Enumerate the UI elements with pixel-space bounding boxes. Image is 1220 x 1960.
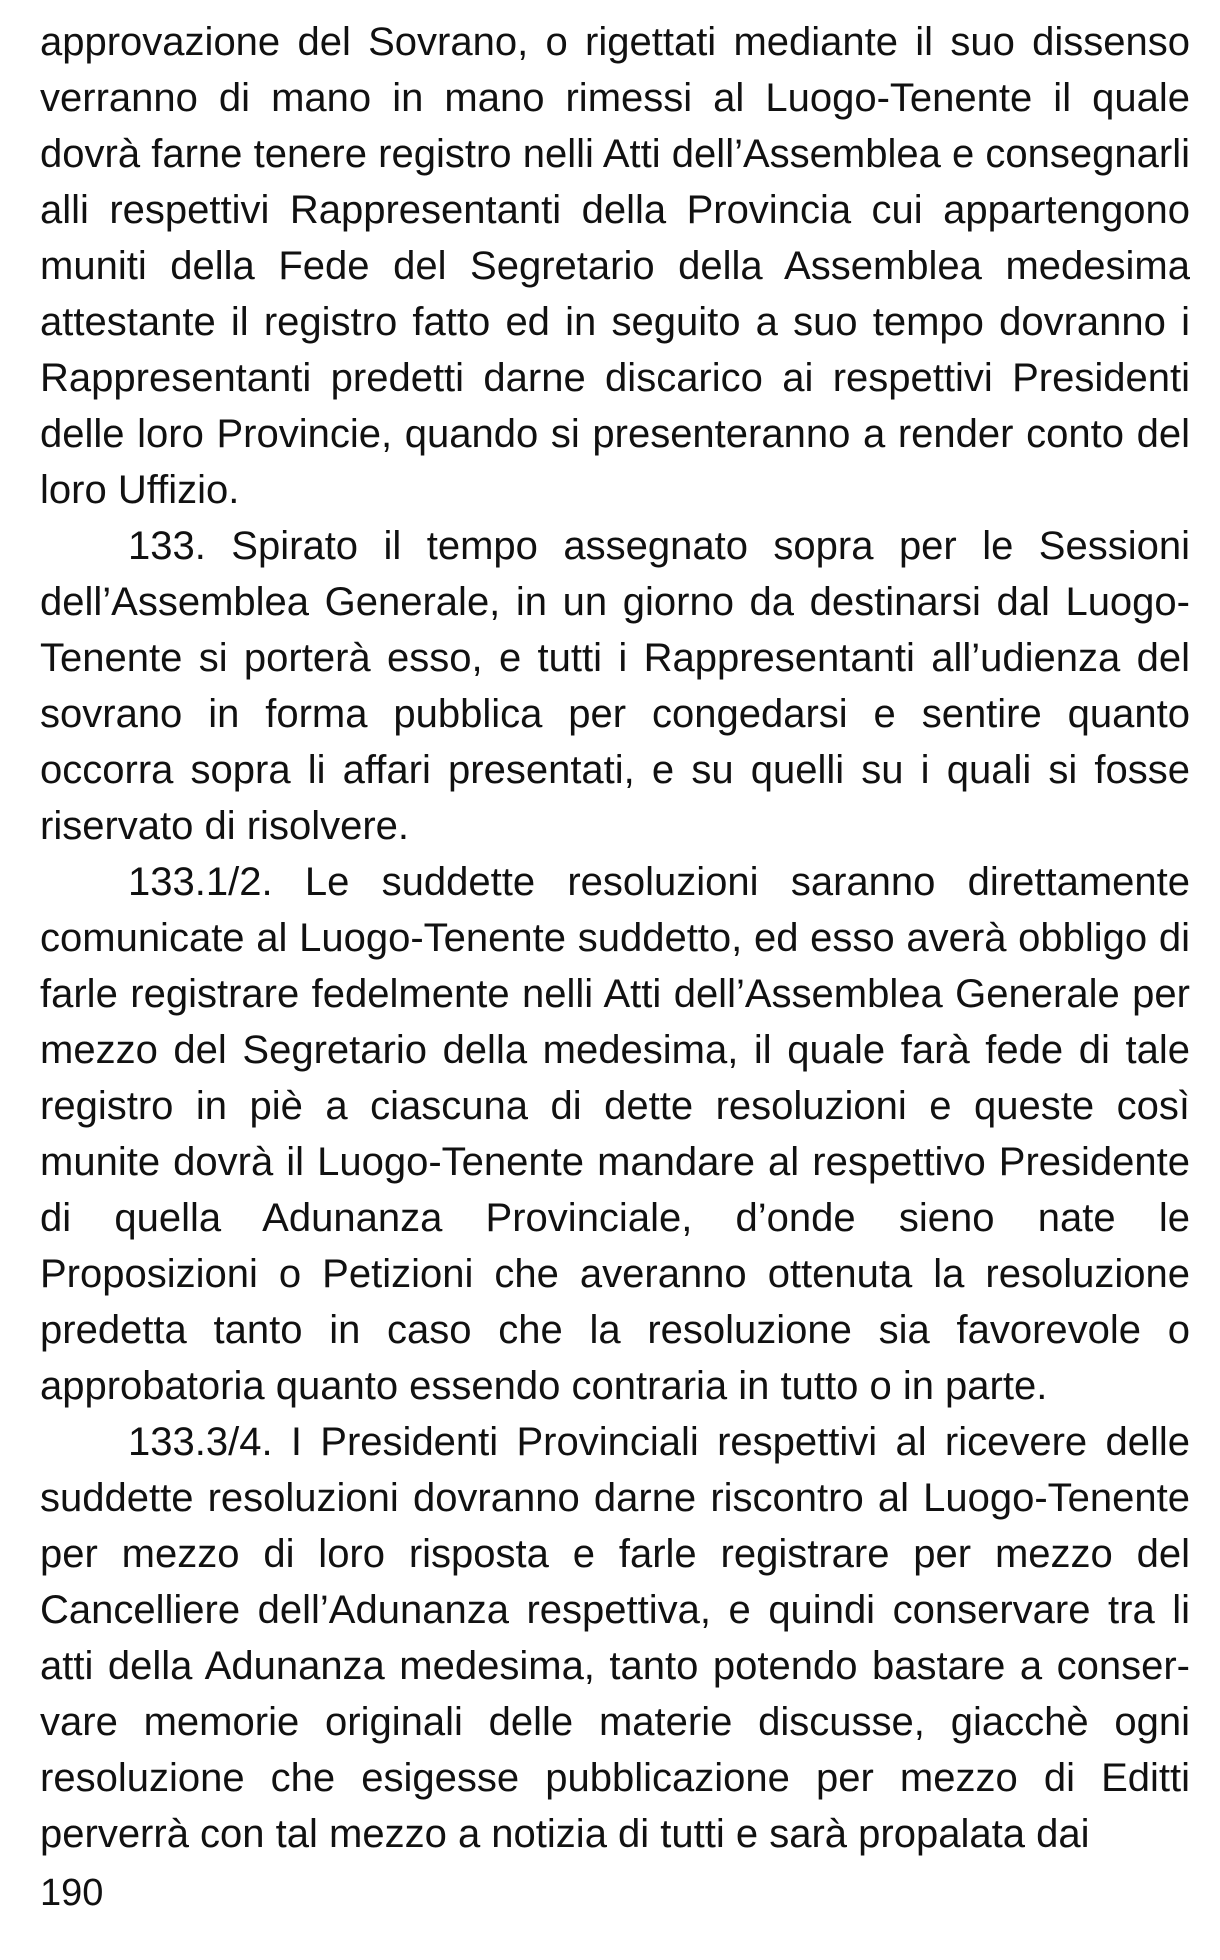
paragraph-continuation: approvazione del Sovrano, o rigettati mediante il suo dissenso verranno di mano in mano rimessi al Luogo-Tenente il quale dovrà farne tenere registro nelli Atti dell’Assemblea e consegnarli alli respettivi Rappresentanti della Provincia cui appartengono muniti della Fede del Segretario della Assemblea medesima attestante il registro fatto ed in seguito a suo tempo dovranno i Rappresentanti predetti darne discarico ai respettivi Presidenti delle loro Provincie, quando si presenteranno a render conto del loro Uffizio.	[40, 20, 1190, 512]
paragraph-133-3-4: 133.3/4. I Presidenti Provinciali respettivi al ricevere delle suddette resoluzioni dovranno darne riscontro al Luogo-Tenente per mezzo di loro risposta e farle registrare per mezzo del Cancelliere dell’Adunanza respettiva, e quindi conservare tra li atti della Adunanza medesima, tanto potendo bastare a conservare memorie originali delle materie discusse, giacchè ogni resoluzione che esigesse pubblicazione per mezzo di Editti perverrà con tal mezzo a notizia di tutti e sarà propalata dai	[40, 1420, 1190, 1856]
body-text	[40, 14, 1190, 1862]
paragraph-133: 133. Spirato il tempo assegnato sopra per le Sessioni dell’Assemblea Generale, in un giorno da destinarsi dal Luogo-Tenente si porterà esso, e tutti i Rappresentanti all’udienza del sovrano in forma pubblica per congedarsi e sentire quanto occorra sopra li affari presentati, e su quelli su i quali si fosse riservato di risolvere.	[40, 524, 1190, 848]
paragraph-133-1-2: 133.1/2. Le suddette resoluzioni saranno direttamente comunicate al Luogo-Tenente suddetto, ed esso averà obbligo di farle registrare fedelmente nelli Atti dell’Assemblea Generale per mezzo del Segretario della medesima, il quale farà fede di tale registro in piè a ciascuna di dette resoluzioni e queste così munite dovrà il Luogo-Tenente mandare al respettivo Presidente di quella Adunanza Provinciale, d’onde sieno nate le Proposizioni o Petizioni che averanno ottenuta la resoluzione predetta tanto in caso che la resoluzione sia favorevole o approbatoria quanto essendo contraria in tutto o in parte.	[40, 860, 1190, 1408]
page-number: 190	[40, 1872, 104, 1914]
